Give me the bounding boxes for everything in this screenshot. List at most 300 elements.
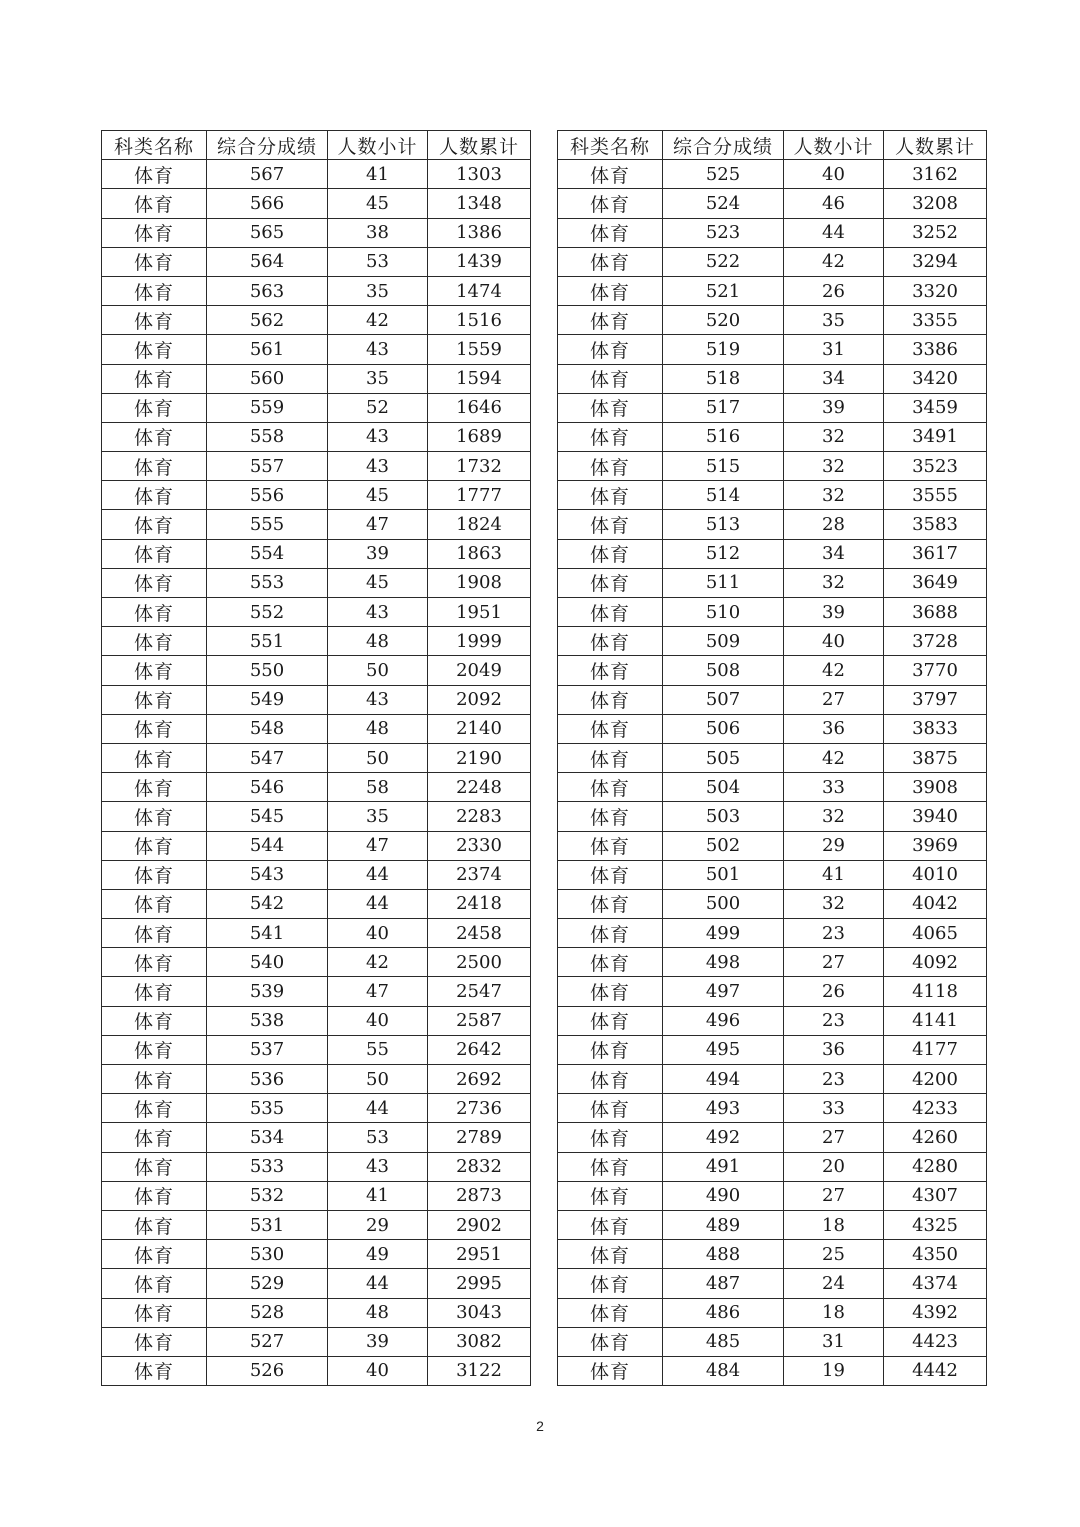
cell-category: 体育 [558, 685, 663, 714]
cell-category: 体育 [558, 364, 663, 393]
table-row [558, 831, 987, 860]
cell-category: 体育 [558, 218, 663, 247]
cell-cumulative: 2500 [428, 948, 531, 977]
table-row [102, 860, 531, 889]
table-row [558, 977, 987, 1006]
cell-count: 43 [328, 1152, 428, 1181]
cell-count: 33 [784, 1094, 884, 1123]
cell-category: 体育 [102, 1006, 207, 1035]
cell-count: 42 [784, 743, 884, 772]
cell-count: 25 [784, 1240, 884, 1269]
cell-category: 体育 [558, 539, 663, 568]
cell-cumulative: 2140 [428, 714, 531, 743]
cell-category: 体育 [102, 1327, 207, 1356]
table-row [558, 422, 987, 451]
cell-count: 36 [784, 714, 884, 743]
cell-count: 49 [328, 1240, 428, 1269]
cell-category: 体育 [102, 422, 207, 451]
cell-category: 体育 [558, 714, 663, 743]
cell-score: 513 [663, 510, 784, 539]
table-row [102, 1269, 531, 1298]
cell-cumulative: 3649 [884, 568, 987, 597]
cell-score: 488 [663, 1240, 784, 1269]
cell-score: 530 [207, 1240, 328, 1269]
cell-score: 509 [663, 627, 784, 656]
page-number: 2 [536, 1418, 544, 1434]
cell-cumulative: 4260 [884, 1123, 987, 1152]
cell-count: 55 [328, 1035, 428, 1064]
cell-count: 40 [784, 627, 884, 656]
cell-cumulative: 1689 [428, 422, 531, 451]
cell-count: 58 [328, 773, 428, 802]
cell-category: 体育 [558, 627, 663, 656]
cell-count: 18 [784, 1298, 884, 1327]
cell-category: 体育 [102, 481, 207, 510]
cell-count: 39 [328, 539, 428, 568]
table-row [102, 656, 531, 685]
cell-cumulative: 3875 [884, 743, 987, 772]
cell-cumulative: 2832 [428, 1152, 531, 1181]
table-row [558, 1327, 987, 1356]
cell-category: 体育 [558, 1181, 663, 1210]
cell-score: 537 [207, 1035, 328, 1064]
cell-count: 39 [328, 1327, 428, 1356]
cell-cumulative: 1777 [428, 481, 531, 510]
table-row [102, 1181, 531, 1210]
cell-count: 45 [328, 481, 428, 510]
cell-count: 47 [328, 977, 428, 1006]
cell-cumulative: 4392 [884, 1298, 987, 1327]
cell-category: 体育 [102, 364, 207, 393]
table-row [102, 306, 531, 335]
cell-score: 556 [207, 481, 328, 510]
table-row [102, 598, 531, 627]
header-count: 人数小计 [328, 131, 428, 160]
table-row [558, 598, 987, 627]
header-score: 综合分成绩 [207, 131, 328, 160]
cell-cumulative: 4374 [884, 1269, 987, 1298]
cell-score: 542 [207, 889, 328, 918]
cell-score: 551 [207, 627, 328, 656]
cell-score: 498 [663, 948, 784, 977]
cell-score: 535 [207, 1094, 328, 1123]
cell-cumulative: 3770 [884, 656, 987, 685]
table-row [558, 802, 987, 831]
table-row [558, 1094, 987, 1123]
score-table-left [101, 130, 531, 1386]
cell-count: 26 [784, 276, 884, 305]
cell-count: 35 [328, 802, 428, 831]
cell-count: 29 [328, 1210, 428, 1239]
cell-category: 体育 [102, 393, 207, 422]
cell-category: 体育 [558, 1152, 663, 1181]
cell-score: 491 [663, 1152, 784, 1181]
table-row [558, 1298, 987, 1327]
cell-cumulative: 2283 [428, 802, 531, 831]
cell-cumulative: 3420 [884, 364, 987, 393]
cell-score: 533 [207, 1152, 328, 1181]
table-row [558, 1356, 987, 1385]
cell-score: 536 [207, 1065, 328, 1094]
table-row [102, 452, 531, 481]
table-row [558, 1006, 987, 1035]
cell-cumulative: 1646 [428, 393, 531, 422]
cell-cumulative: 3940 [884, 802, 987, 831]
table-row [102, 773, 531, 802]
cell-score: 565 [207, 218, 328, 247]
cell-score: 540 [207, 948, 328, 977]
cell-category: 体育 [558, 568, 663, 597]
cell-score: 559 [207, 393, 328, 422]
cell-count: 43 [328, 598, 428, 627]
cell-count: 33 [784, 773, 884, 802]
cell-count: 41 [784, 860, 884, 889]
cell-count: 47 [328, 831, 428, 860]
cell-score: 525 [663, 160, 784, 189]
cell-count: 20 [784, 1152, 884, 1181]
cell-category: 体育 [102, 1269, 207, 1298]
cell-score: 546 [207, 773, 328, 802]
cell-category: 体育 [102, 276, 207, 305]
cell-category: 体育 [558, 1210, 663, 1239]
cell-category: 体育 [102, 802, 207, 831]
cell-count: 43 [328, 685, 428, 714]
cell-category: 体育 [558, 335, 663, 364]
cell-count: 40 [328, 1356, 428, 1385]
table-row [102, 802, 531, 831]
cell-score: 516 [663, 422, 784, 451]
table-row [558, 1210, 987, 1239]
cell-score: 554 [207, 539, 328, 568]
cell-category: 体育 [558, 160, 663, 189]
cell-score: 553 [207, 568, 328, 597]
cell-score: 561 [207, 335, 328, 364]
cell-category: 体育 [102, 656, 207, 685]
cell-count: 40 [328, 1006, 428, 1035]
table-row [558, 860, 987, 889]
table-row [558, 1181, 987, 1210]
table-row [102, 189, 531, 218]
cell-category: 体育 [558, 481, 663, 510]
table-row [102, 247, 531, 276]
cell-cumulative: 4280 [884, 1152, 987, 1181]
cell-score: 567 [207, 160, 328, 189]
cell-score: 539 [207, 977, 328, 1006]
cell-count: 35 [328, 364, 428, 393]
cell-cumulative: 3208 [884, 189, 987, 218]
cell-cumulative: 3833 [884, 714, 987, 743]
table-row [558, 160, 987, 189]
cell-score: 549 [207, 685, 328, 714]
table-row [102, 218, 531, 247]
table-row [102, 831, 531, 860]
cell-cumulative: 3555 [884, 481, 987, 510]
cell-category: 体育 [558, 1327, 663, 1356]
cell-category: 体育 [102, 1035, 207, 1064]
cell-category: 体育 [102, 1065, 207, 1094]
cell-cumulative: 4200 [884, 1065, 987, 1094]
cell-category: 体育 [102, 714, 207, 743]
cell-score: 511 [663, 568, 784, 597]
cell-score: 517 [663, 393, 784, 422]
cell-cumulative: 3688 [884, 598, 987, 627]
cell-score: 505 [663, 743, 784, 772]
cell-category: 体育 [558, 598, 663, 627]
table-row [102, 714, 531, 743]
cell-count: 23 [784, 919, 884, 948]
table-row [558, 1065, 987, 1094]
cell-score: 484 [663, 1356, 784, 1385]
cell-count: 42 [784, 247, 884, 276]
cell-cumulative: 2902 [428, 1210, 531, 1239]
cell-category: 体育 [558, 247, 663, 276]
cell-cumulative: 2587 [428, 1006, 531, 1035]
cell-score: 492 [663, 1123, 784, 1152]
cell-count: 18 [784, 1210, 884, 1239]
cell-category: 体育 [558, 1356, 663, 1385]
cell-category: 体育 [558, 1240, 663, 1269]
cell-count: 27 [784, 1123, 884, 1152]
cell-cumulative: 3386 [884, 335, 987, 364]
table-row [558, 306, 987, 335]
cell-count: 32 [784, 481, 884, 510]
cell-score: 562 [207, 306, 328, 335]
header-category: 科类名称 [102, 131, 207, 160]
table-row [558, 919, 987, 948]
cell-score: 564 [207, 247, 328, 276]
cell-cumulative: 1824 [428, 510, 531, 539]
cell-count: 44 [328, 860, 428, 889]
cell-count: 47 [328, 510, 428, 539]
cell-category: 体育 [558, 1065, 663, 1094]
cell-count: 32 [784, 422, 884, 451]
header-score: 综合分成绩 [663, 131, 784, 160]
cell-cumulative: 2330 [428, 831, 531, 860]
cell-count: 29 [784, 831, 884, 860]
cell-category: 体育 [102, 539, 207, 568]
table-row [558, 393, 987, 422]
cell-cumulative: 2951 [428, 1240, 531, 1269]
table-row [102, 743, 531, 772]
cell-category: 体育 [558, 977, 663, 1006]
cell-category: 体育 [102, 948, 207, 977]
cell-score: 521 [663, 276, 784, 305]
cell-category: 体育 [102, 1094, 207, 1123]
table-row [558, 335, 987, 364]
score-table-right [557, 130, 987, 1386]
table-row [102, 1065, 531, 1094]
cell-score: 519 [663, 335, 784, 364]
cell-score: 558 [207, 422, 328, 451]
table-row [102, 539, 531, 568]
table-row [102, 160, 531, 189]
cell-category: 体育 [102, 743, 207, 772]
cell-category: 体育 [558, 189, 663, 218]
cell-cumulative: 1951 [428, 598, 531, 627]
table-row [102, 948, 531, 977]
header-count: 人数小计 [784, 131, 884, 160]
cell-count: 46 [784, 189, 884, 218]
cell-category: 体育 [102, 977, 207, 1006]
cell-count: 48 [328, 627, 428, 656]
cell-cumulative: 4177 [884, 1035, 987, 1064]
table-row [558, 510, 987, 539]
cell-cumulative: 3162 [884, 160, 987, 189]
cell-score: 560 [207, 364, 328, 393]
table-row [102, 1006, 531, 1035]
cell-count: 36 [784, 1035, 884, 1064]
cell-score: 543 [207, 860, 328, 889]
cell-cumulative: 3617 [884, 539, 987, 568]
cell-category: 体育 [558, 1094, 663, 1123]
cell-score: 538 [207, 1006, 328, 1035]
cell-score: 495 [663, 1035, 784, 1064]
cell-category: 体育 [558, 1298, 663, 1327]
cell-cumulative: 2374 [428, 860, 531, 889]
cell-category: 体育 [558, 860, 663, 889]
cell-count: 50 [328, 656, 428, 685]
table-row [102, 393, 531, 422]
cell-count: 35 [328, 276, 428, 305]
cell-category: 体育 [102, 773, 207, 802]
cell-cumulative: 2873 [428, 1181, 531, 1210]
cell-count: 27 [784, 1181, 884, 1210]
cell-cumulative: 1559 [428, 335, 531, 364]
cell-count: 32 [784, 568, 884, 597]
cell-cumulative: 4325 [884, 1210, 987, 1239]
table-row [558, 1035, 987, 1064]
table-row [102, 510, 531, 539]
cell-category: 体育 [558, 802, 663, 831]
cell-category: 体育 [102, 335, 207, 364]
cell-count: 42 [328, 306, 428, 335]
cell-score: 547 [207, 743, 328, 772]
cell-cumulative: 3122 [428, 1356, 531, 1385]
cell-cumulative: 4118 [884, 977, 987, 1006]
cell-cumulative: 4092 [884, 948, 987, 977]
cell-score: 486 [663, 1298, 784, 1327]
cell-count: 52 [328, 393, 428, 422]
cell-score: 550 [207, 656, 328, 685]
cell-cumulative: 1732 [428, 452, 531, 481]
table-row [102, 422, 531, 451]
table-row [102, 1240, 531, 1269]
cell-score: 523 [663, 218, 784, 247]
cell-cumulative: 3583 [884, 510, 987, 539]
cell-count: 41 [328, 160, 428, 189]
cell-cumulative: 1999 [428, 627, 531, 656]
cell-cumulative: 2248 [428, 773, 531, 802]
cell-count: 42 [328, 948, 428, 977]
cell-category: 体育 [558, 510, 663, 539]
table-row [102, 568, 531, 597]
cell-count: 50 [328, 1065, 428, 1094]
cell-score: 485 [663, 1327, 784, 1356]
cell-cumulative: 4423 [884, 1327, 987, 1356]
cell-category: 体育 [558, 919, 663, 948]
cell-category: 体育 [102, 860, 207, 889]
cell-count: 34 [784, 539, 884, 568]
table-row [558, 276, 987, 305]
cell-cumulative: 4307 [884, 1181, 987, 1210]
header-cumulative: 人数累计 [884, 131, 987, 160]
cell-cumulative: 2642 [428, 1035, 531, 1064]
cell-cumulative: 1863 [428, 539, 531, 568]
table-row [558, 1152, 987, 1181]
cell-category: 体育 [558, 422, 663, 451]
cell-cumulative: 4042 [884, 889, 987, 918]
cell-category: 体育 [558, 773, 663, 802]
cell-category: 体育 [558, 276, 663, 305]
cell-score: 526 [207, 1356, 328, 1385]
cell-cumulative: 3082 [428, 1327, 531, 1356]
cell-category: 体育 [102, 919, 207, 948]
cell-category: 体育 [558, 743, 663, 772]
cell-score: 493 [663, 1094, 784, 1123]
cell-score: 534 [207, 1123, 328, 1152]
cell-score: 529 [207, 1269, 328, 1298]
table-row [558, 627, 987, 656]
table-row [558, 714, 987, 743]
cell-category: 体育 [558, 1269, 663, 1298]
cell-cumulative: 1908 [428, 568, 531, 597]
cell-score: 527 [207, 1327, 328, 1356]
cell-category: 体育 [102, 218, 207, 247]
cell-score: 524 [663, 189, 784, 218]
cell-cumulative: 2692 [428, 1065, 531, 1094]
cell-cumulative: 3908 [884, 773, 987, 802]
cell-cumulative: 2458 [428, 919, 531, 948]
cell-category: 体育 [102, 189, 207, 218]
cell-category: 体育 [558, 889, 663, 918]
cell-score: 494 [663, 1065, 784, 1094]
table-row [558, 948, 987, 977]
cell-cumulative: 1348 [428, 189, 531, 218]
table-row [558, 452, 987, 481]
cell-category: 体育 [558, 831, 663, 860]
table-row [558, 481, 987, 510]
cell-category: 体育 [558, 393, 663, 422]
cell-category: 体育 [558, 1035, 663, 1064]
cell-score: 541 [207, 919, 328, 948]
cell-category: 体育 [102, 160, 207, 189]
cell-cumulative: 3252 [884, 218, 987, 247]
cell-count: 23 [784, 1065, 884, 1094]
cell-count: 32 [784, 452, 884, 481]
table-row [558, 1269, 987, 1298]
table-row [102, 919, 531, 948]
header-row [558, 131, 987, 160]
cell-count: 27 [784, 948, 884, 977]
cell-count: 23 [784, 1006, 884, 1035]
table-row [102, 1094, 531, 1123]
table-row [102, 335, 531, 364]
cell-category: 体育 [102, 306, 207, 335]
cell-score: 490 [663, 1181, 784, 1210]
cell-count: 48 [328, 1298, 428, 1327]
cell-category: 体育 [102, 510, 207, 539]
cell-category: 体育 [558, 656, 663, 685]
cell-cumulative: 1594 [428, 364, 531, 393]
cell-count: 39 [784, 598, 884, 627]
cell-score: 552 [207, 598, 328, 627]
table-row [102, 889, 531, 918]
cell-score: 508 [663, 656, 784, 685]
cell-category: 体育 [102, 598, 207, 627]
cell-category: 体育 [558, 306, 663, 335]
table-row [558, 364, 987, 393]
cell-cumulative: 4350 [884, 1240, 987, 1269]
